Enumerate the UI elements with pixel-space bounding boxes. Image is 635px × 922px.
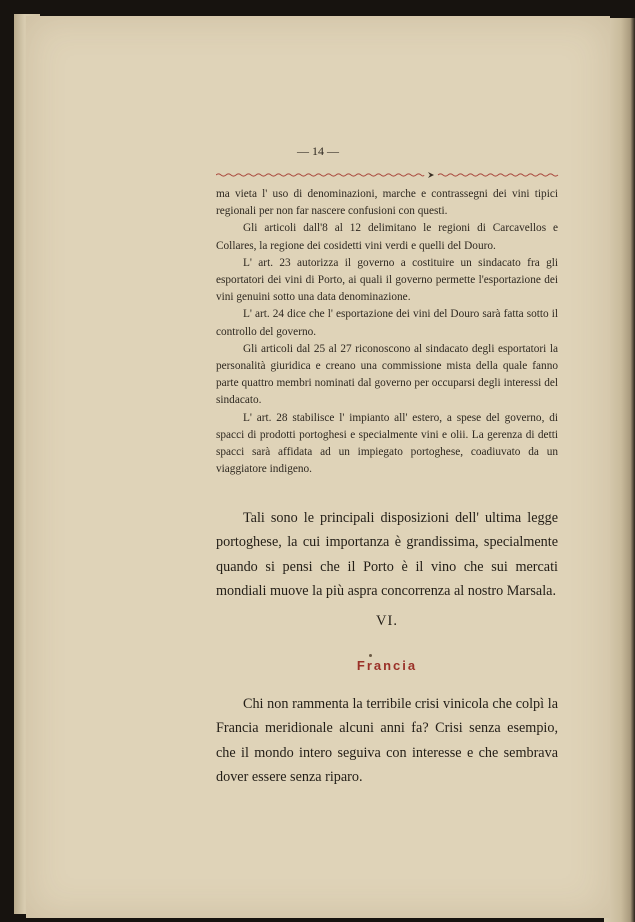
- section-title: Francia: [356, 658, 418, 673]
- paragraph-art-28: L' art. 28 stabilisce l' impianto all' estero, a spese del governo, di spacci di prodotti portoghesi e specialmente vini e olii. La gerenza di detti spacci sarà affidata ad un impiegato portoghese, coadiuvato da un viaggiatore indigeno.: [216, 411, 558, 476]
- paragraph-art-24: L' art. 24 dice che l' esportazione dei vini del Douro sarà fatta sotto il controllo del governo.: [216, 308, 558, 338]
- large-text-block-2: [216, 692, 558, 789]
- paragraph-articles-25-27: Gli articoli dal 25 al 27 riconoscono al sindacato degli esportatori la personalità giuridica e creano una commissione mista della quale fanno parte quattro membri nominati dal governo per occuparsi degli interessi del sindacato.: [216, 342, 558, 407]
- ink-dot: [369, 654, 372, 657]
- paragraph-francia-crisis: Chi non rammenta la terribile crisi vinicola che colpì la Francia meridionale alcuni anni fa? Crisi senza esempio, che il mondo intero seguiva con interesse e che sembrava dover essere senza riparo.: [216, 696, 558, 785]
- page-number: — 14 —: [297, 144, 339, 158]
- book-page: [26, 16, 610, 918]
- paragraph-art-23: L' art. 23 autorizza il governo a costituire un sindacato fra gli esportatori dei vini di Porto, ai quali il governo permette l'esportazione dei vini genuini sotto una data denominazione.: [216, 256, 558, 304]
- paragraph-articles-8-12: Gli articoli dall'8 al 12 delimitano le regioni di Carcavellos e Collares, la regione dei cosidetti vini verdi e quelli del Douro.: [216, 222, 558, 252]
- small-text-block: [216, 186, 558, 478]
- decorative-wavy-rule: [216, 166, 560, 184]
- chapter-heading: VI.: [376, 613, 398, 629]
- large-text-block-1: [216, 506, 558, 603]
- paragraph-summary: Tali sono le principali disposizioni dell' ultima legge portoghese, la cui importanza è grandissima, specialmente quando si pensi che il Porto è il vino che sui mercati mondiali muove la più aspra concorrenza al nostro Marsala.: [216, 510, 558, 599]
- paragraph-continuation: ma vieta l' uso di denominazioni, marche e contrassegni dei vini tipici regionali per non far nascere confusioni con questi.: [216, 188, 558, 218]
